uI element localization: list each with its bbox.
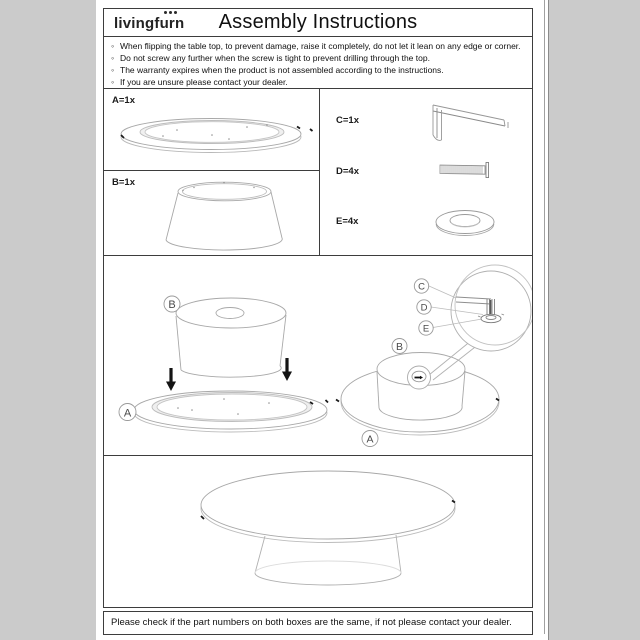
diagram-label-b2: B [395,341,404,353]
assembly-diagram [104,256,532,455]
logo-dots-icon [164,11,177,14]
thread-hatching [442,165,482,174]
part-box-a [103,88,320,171]
footer-box [103,611,533,635]
content-column [103,8,533,635]
brand-name: livingfurn [114,15,185,32]
screw-icon [435,160,520,180]
note-row [111,52,528,64]
parts-section [103,88,533,256]
parts-box-cde [319,88,533,256]
assembled-table-drawing [104,456,532,607]
step-place-base [119,296,328,432]
note-text: When flipping the table top, to prevent damage, raise it completely, do not let it lean on any edge or corner. [120,41,521,51]
diagram-label-d: D [420,302,428,314]
note-row [111,76,528,88]
part-box-b [103,170,320,256]
note-row [111,40,528,52]
footer-text: Please check if the part numbers on both boxes are the same, if not please contact your dealer. [111,617,512,628]
diagram-label-b: B [168,299,176,311]
assembly-diagram-box [103,255,533,456]
part-d-label: D=4x [336,166,359,177]
detail-magnifier [429,265,532,351]
final-result-box [103,455,533,608]
part-e-label: E=4x [336,216,359,227]
note-row [111,64,528,76]
note-text: Do not screw any further when the screw is tight to prevent drilling through the top. [120,53,430,63]
part-b-label: B=1x [112,177,135,188]
diagram-label-e: E [422,323,430,335]
washer-icon [430,205,500,247]
table-top-icon [107,105,316,169]
bullet-icon: ◦ [111,41,115,51]
down-arrow-icon [166,358,292,391]
step-fasten [336,265,532,447]
bullet-icon: ◦ [111,53,115,63]
allen-key-icon [420,101,515,143]
document-page [96,0,549,640]
diagram-label-a: A [123,407,132,420]
bullet-icon: ◦ [111,65,115,75]
notes-box [103,36,533,89]
note-text: If you are unsure please contact your dealer. [120,77,288,87]
brand-logo [114,14,184,34]
bullet-icon: ◦ [111,77,115,87]
diagram-label-c: C [418,281,425,293]
page-title: Assembly Instructions [218,11,418,33]
part-c-label: C=1x [336,115,359,126]
diagram-label-a2: A [366,433,374,446]
part-a-label: A=1x [112,95,135,106]
header-box [103,8,533,37]
note-text: The warranty expires when the product is not assembled according to the instructions. [120,65,444,75]
pedestal-base-icon [107,176,316,254]
